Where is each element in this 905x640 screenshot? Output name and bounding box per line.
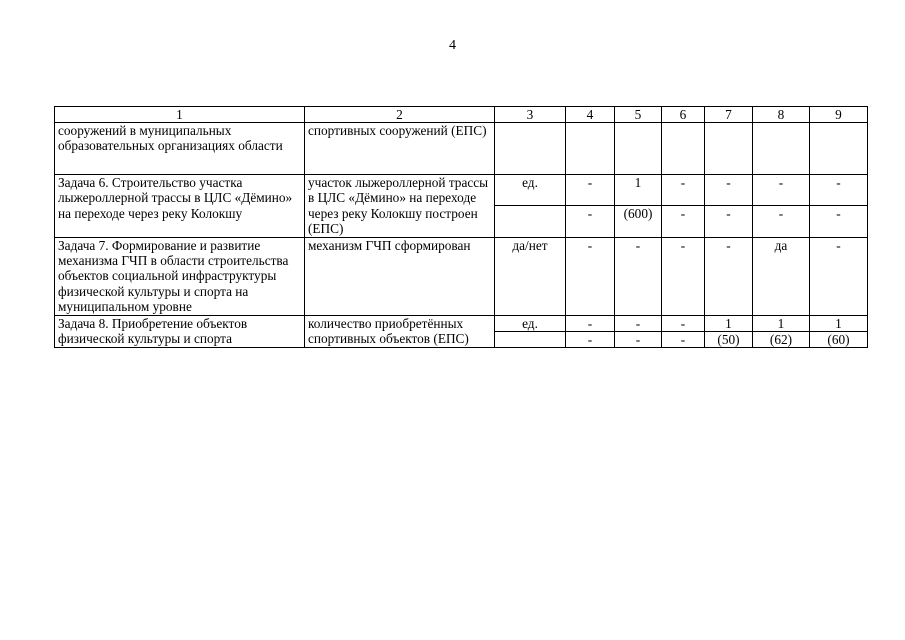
value-cell: 1 [753,315,810,331]
value-cell: - [753,175,810,206]
value-cell: - [662,237,705,315]
value-cell: - [810,206,868,237]
value-cell: - [810,175,868,206]
header-row [55,107,868,123]
unit-cell [495,206,566,237]
table-row [55,315,868,331]
unit-cell [495,123,566,175]
value-cell: - [662,175,705,206]
table-row [55,175,868,206]
value-cell: - [566,237,615,315]
page-number: 4 [449,38,456,53]
value-cell [662,123,705,175]
task-cell: Задача 7. Формирование и развитие механизма ГЧП в области строительства объектов социальной инфраструктуры физической культуры и спорта на муниципальном уровне [55,237,305,315]
value-cell: - [566,175,615,206]
header-cell: 1 [55,107,305,123]
task-cell: сооружений в муниципальных образовательных организациях области [55,123,305,175]
indicator-cell: спортивных сооружений (ЕПС) [305,123,495,175]
indicators-table [54,106,868,348]
header-cell: 4 [566,107,615,123]
value-cell: - [705,175,753,206]
value-cell: - [662,206,705,237]
value-cell: (62) [753,332,810,348]
task-cell: Задача 8. Приобретение объектов физической культуры и спорта [55,315,305,348]
value-cell: (600) [615,206,662,237]
value-cell: - [810,237,868,315]
header-cell: 7 [705,107,753,123]
value-cell: - [705,206,753,237]
task-cell: Задача 6. Строительство участка лыжероллерной трассы в ЦЛС «Дёмино» на переходе через реку Колокшу [55,175,305,238]
unit-cell: ед. [495,175,566,206]
unit-cell: ед. [495,315,566,331]
value-cell: - [566,315,615,331]
table-row [55,123,868,175]
value-cell [705,123,753,175]
header-cell: 6 [662,107,705,123]
value-cell: - [615,315,662,331]
value-cell: - [566,206,615,237]
value-cell: (60) [810,332,868,348]
header-cell: 3 [495,107,566,123]
value-cell: да [753,237,810,315]
value-cell: (50) [705,332,753,348]
value-cell [753,123,810,175]
value-cell: - [615,237,662,315]
unit-cell: да/нет [495,237,566,315]
value-cell: - [566,332,615,348]
value-cell: - [753,206,810,237]
header-cell: 2 [305,107,495,123]
unit-cell [495,332,566,348]
value-cell: - [662,315,705,331]
value-cell: 1 [705,315,753,331]
table-row [55,237,868,315]
header-cell: 9 [810,107,868,123]
value-cell [615,123,662,175]
value-cell: 1 [615,175,662,206]
indicator-cell: участок лыжероллерной трассы в ЦЛС «Дёмино» на переходе через реку Колокшу построен (ЕПС) [305,175,495,238]
value-cell: 1 [810,315,868,331]
indicator-cell: механизм ГЧП сформирован [305,237,495,315]
value-cell [566,123,615,175]
value-cell: - [662,332,705,348]
value-cell: - [705,237,753,315]
value-cell [810,123,868,175]
indicator-cell: количество приобретённых спортивных объектов (ЕПС) [305,315,495,348]
header-cell: 5 [615,107,662,123]
header-cell: 8 [753,107,810,123]
value-cell: - [615,332,662,348]
